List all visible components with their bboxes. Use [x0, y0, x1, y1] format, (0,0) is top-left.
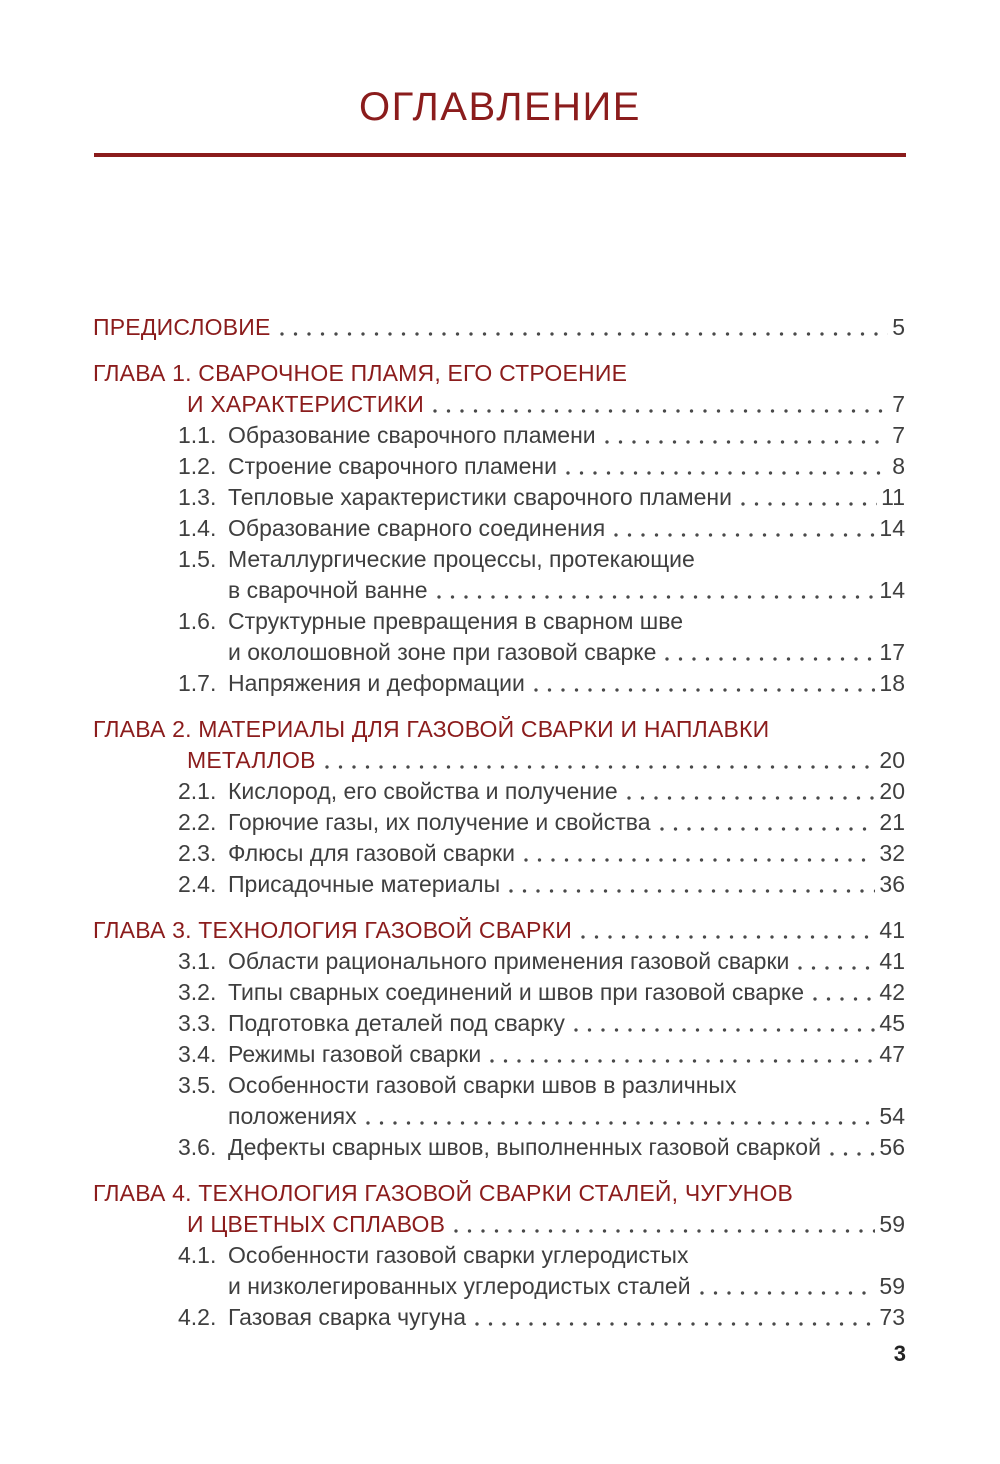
entry-text: Металлургические процессы, протекающие — [228, 546, 695, 572]
entry-line — [93, 1209, 905, 1240]
dot-leader — [813, 977, 875, 1008]
section-number: 2.3. — [178, 840, 217, 866]
toc-entry — [93, 358, 905, 420]
dot-leader — [325, 745, 876, 776]
entry-page-number: 20 — [879, 778, 905, 804]
entry-line — [93, 776, 905, 807]
section-number: 2.2. — [178, 809, 217, 835]
toc-entry — [93, 312, 905, 343]
section-number: 2.1. — [178, 778, 217, 804]
entry-page-number: 41 — [879, 917, 905, 943]
entry-text: Напряжения и деформации — [228, 670, 525, 696]
entry-line — [93, 1240, 905, 1271]
page-title: ОГЛАВЛЕНИЕ — [359, 85, 641, 129]
entry-line — [93, 575, 905, 606]
entry-line — [93, 807, 905, 838]
page-number: 3 — [893, 1341, 906, 1366]
toc-entry — [93, 668, 905, 699]
entry-page-number: 45 — [879, 1010, 905, 1036]
entry-text: Особенности газовой сварки швов в различных — [228, 1072, 737, 1098]
entry-page-number: 54 — [879, 1103, 905, 1129]
entry-text: в сварочной ванне — [228, 577, 428, 603]
entry-text: Образование сварочного пламени — [228, 422, 596, 448]
entry-line — [93, 1039, 905, 1070]
dot-leader — [475, 1302, 875, 1333]
section-number: 1.1. — [178, 422, 217, 448]
entry-text: Типы сварных соединений и швов при газовой сварке — [228, 979, 804, 1005]
section-number: 3.1. — [178, 948, 217, 974]
entry-text: Строение сварочного пламени — [228, 453, 557, 479]
entry-line — [93, 745, 905, 776]
dot-leader — [830, 1132, 875, 1163]
entry-line — [93, 1008, 905, 1039]
toc-entry — [93, 1240, 905, 1302]
entry-page-number: 59 — [879, 1211, 905, 1237]
toc-entry — [93, 1132, 905, 1163]
toc-entry — [93, 1039, 905, 1070]
entry-line — [93, 869, 905, 900]
entry-text: Горючие газы, их получение и свойства — [228, 809, 651, 835]
entry-text: Области рационального применения газовой сварки — [228, 948, 790, 974]
entry-line — [93, 1302, 905, 1333]
section-number: 1.2. — [178, 453, 217, 479]
entry-line — [93, 1070, 905, 1101]
entry-line — [93, 513, 905, 544]
dot-leader — [665, 637, 875, 668]
section-number: 2.4. — [178, 871, 217, 897]
section-number: 1.5. — [178, 546, 217, 572]
entry-page-number: 11 — [881, 484, 905, 510]
dot-leader — [574, 1008, 876, 1039]
section-number: 3.2. — [178, 979, 217, 1005]
entry-line — [93, 637, 905, 668]
dot-leader — [605, 420, 889, 451]
entry-text: Кислород, его свойства и получение — [228, 778, 618, 804]
entry-text: ГЛАВА 4. ТЕХНОЛОГИЯ ГАЗОВОЙ СВАРКИ СТАЛЕЙ, ЧУГУНОВ — [93, 1180, 794, 1206]
toc-entry — [93, 915, 905, 946]
entry-text: Тепловые характеристики сварочного пламени — [228, 484, 732, 510]
toc-entry — [93, 1302, 905, 1333]
entry-line — [93, 946, 905, 977]
dot-leader — [280, 312, 889, 343]
dot-leader — [798, 946, 875, 977]
page-header — [0, 0, 1000, 157]
toc-entry — [93, 482, 905, 513]
toc-entry — [93, 544, 905, 606]
entry-line — [93, 668, 905, 699]
entry-text: Газовая сварка чугуна — [228, 1304, 467, 1330]
entry-line — [93, 420, 905, 451]
toc-entry — [93, 869, 905, 900]
entry-page-number: 7 — [892, 422, 905, 448]
section-number: 1.6. — [178, 608, 217, 634]
entry-text: ГЛАВА 1. СВАРОЧНОЕ ПЛАМЯ, ЕГО СТРОЕНИЕ — [93, 360, 628, 386]
entry-page-number: 8 — [892, 453, 905, 479]
dot-leader — [700, 1271, 876, 1302]
dot-leader — [366, 1101, 876, 1132]
entry-text: Структурные превращения в сварном шве — [228, 608, 683, 634]
toc-entry — [93, 606, 905, 668]
entry-text: Особенности газовой сварки углеродистых — [228, 1242, 689, 1268]
entry-line — [93, 358, 905, 389]
section-number: 3.5. — [178, 1072, 217, 1098]
entry-line — [93, 1178, 905, 1209]
dot-leader — [741, 482, 877, 513]
section-number: 3.3. — [178, 1010, 217, 1036]
entry-line — [93, 451, 905, 482]
table-of-contents — [93, 312, 905, 1333]
entry-line — [93, 1101, 905, 1132]
toc-entry — [93, 1008, 905, 1039]
section-number: 3.4. — [178, 1041, 217, 1067]
entry-line — [93, 915, 905, 946]
dot-leader — [566, 451, 888, 482]
entry-page-number: 56 — [879, 1134, 905, 1160]
entry-text: Флюсы для газовой сварки — [228, 840, 515, 866]
entry-page-number: 47 — [879, 1041, 905, 1067]
entry-line — [93, 1132, 905, 1163]
entry-text: ПРЕДИСЛОВИЕ — [93, 314, 271, 340]
toc-entry — [93, 1178, 905, 1240]
entry-text: Дефекты сварных швов, выполненных газовой сваркой — [228, 1134, 821, 1160]
dot-leader — [509, 869, 875, 900]
entry-page-number: 42 — [879, 979, 905, 1005]
section-number: 1.3. — [178, 484, 217, 510]
entry-text: и низколегированных углеродистых сталей — [228, 1273, 691, 1299]
dot-leader — [437, 575, 876, 606]
entry-text: положениях — [228, 1103, 357, 1129]
entry-line — [93, 838, 905, 869]
entry-page-number: 73 — [879, 1304, 905, 1330]
entry-page-number: 36 — [879, 871, 905, 897]
entry-page-number: 32 — [879, 840, 905, 866]
entry-text: ГЛАВА 3. ТЕХНОЛОГИЯ ГАЗОВОЙ СВАРКИ — [93, 917, 572, 943]
dot-leader — [534, 668, 876, 699]
toc-entry — [93, 714, 905, 776]
entry-page-number: 17 — [879, 639, 905, 665]
entry-line — [93, 482, 905, 513]
entry-line — [93, 312, 905, 343]
entry-page-number: 7 — [892, 391, 905, 417]
dot-leader — [524, 838, 875, 869]
toc-entry — [93, 807, 905, 838]
dot-leader — [490, 1039, 875, 1070]
entry-text: Присадочные материалы — [228, 871, 501, 897]
section-number: 4.1. — [178, 1242, 217, 1268]
entry-text: И ХАРАКТЕРИСТИКИ — [187, 391, 424, 417]
entry-page-number: 14 — [879, 515, 905, 541]
section-number: 1.4. — [178, 515, 217, 541]
entry-line — [93, 544, 905, 575]
entry-page-number: 18 — [879, 670, 905, 696]
entry-text: МЕТАЛЛОВ — [187, 747, 316, 773]
entry-text: Режимы газовой сварки — [228, 1041, 482, 1067]
entry-line — [93, 977, 905, 1008]
entry-text: и околошовной зоне при газовой сварке — [228, 639, 657, 665]
toc-entry — [93, 776, 905, 807]
toc-entry — [93, 946, 905, 977]
toc-entry — [93, 1070, 905, 1132]
title-divider — [94, 153, 906, 157]
entry-line — [93, 389, 905, 420]
section-number: 1.7. — [178, 670, 217, 696]
entry-page-number: 59 — [879, 1273, 905, 1299]
section-number: 3.6. — [178, 1134, 217, 1160]
entry-page-number: 21 — [879, 809, 905, 835]
entry-page-number: 20 — [879, 747, 905, 773]
dot-leader — [660, 807, 876, 838]
dot-leader — [454, 1209, 875, 1240]
toc-entry — [93, 451, 905, 482]
entry-line — [93, 714, 905, 745]
dot-leader — [627, 776, 876, 807]
section-number: 4.2. — [178, 1304, 217, 1330]
toc-entry — [93, 977, 905, 1008]
entry-line — [93, 1271, 905, 1302]
dot-leader — [614, 513, 875, 544]
entry-page-number: 14 — [879, 577, 905, 603]
toc-entry — [93, 420, 905, 451]
entry-page-number: 5 — [892, 314, 905, 340]
toc-entry — [93, 838, 905, 869]
entry-line — [93, 606, 905, 637]
entry-text: Образование сварного соединения — [228, 515, 606, 541]
entry-text: И ЦВЕТНЫХ СПЛАВОВ — [187, 1211, 446, 1237]
dot-leader — [581, 915, 875, 946]
dot-leader — [433, 389, 888, 420]
entry-text: ГЛАВА 2. МАТЕРИАЛЫ ДЛЯ ГАЗОВОЙ СВАРКИ И НАПЛАВКИ — [93, 716, 770, 742]
toc-entry — [93, 513, 905, 544]
entry-page-number: 41 — [879, 948, 905, 974]
entry-text: Подготовка деталей под сварку — [228, 1010, 565, 1036]
